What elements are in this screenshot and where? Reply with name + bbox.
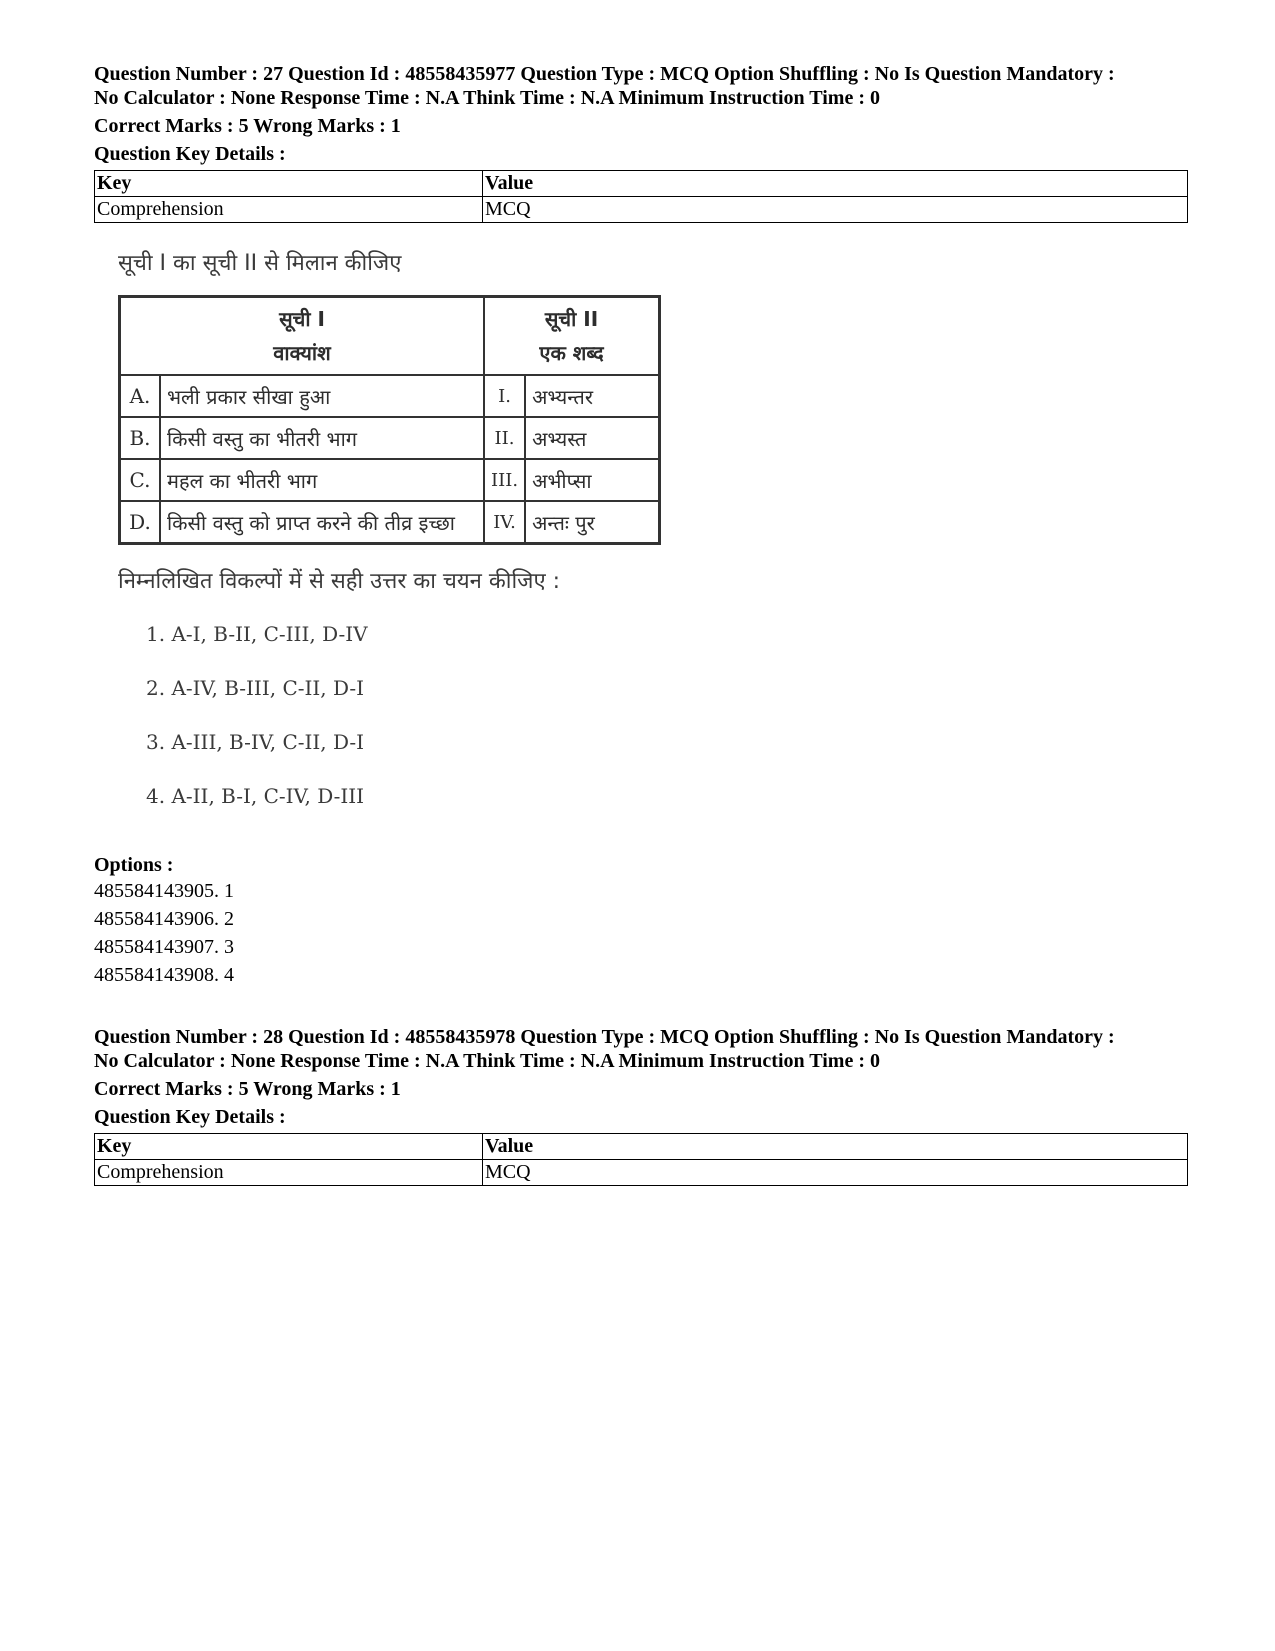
choice-item: 4. A-II, B-I, C-IV, D-III bbox=[146, 784, 365, 808]
option-id-line: 485584143907. 3 bbox=[94, 936, 234, 958]
table-header-cell: Value bbox=[483, 1134, 1188, 1160]
roman-label: II. bbox=[484, 417, 525, 459]
question-28 bbox=[94, 1025, 1188, 1186]
phrase-cell: भली प्रकार सीखा हुआ bbox=[160, 375, 484, 417]
table-row bbox=[120, 501, 660, 544]
table-cell: Comprehension bbox=[95, 197, 483, 223]
roman-label: III. bbox=[484, 459, 525, 501]
option-id-line: 485584143906. 2 bbox=[94, 908, 234, 930]
word-cell: अन्तः पुर bbox=[525, 501, 660, 544]
question-body bbox=[118, 249, 1188, 835]
key-details-table bbox=[94, 170, 1188, 223]
key-details-label: Question Key Details : bbox=[94, 143, 286, 165]
row-label: D. bbox=[120, 501, 161, 544]
question-marks: Correct Marks : 5 Wrong Marks : 1 bbox=[94, 1078, 401, 1100]
option-id-line: 485584143905. 1 bbox=[94, 880, 234, 902]
table-header-row bbox=[95, 1134, 1188, 1160]
key-details-label: Question Key Details : bbox=[94, 1106, 286, 1128]
phrase-cell: महल का भीतरी भाग bbox=[160, 459, 484, 501]
phrase-cell: किसी वस्तु का भीतरी भाग bbox=[160, 417, 484, 459]
phrase-cell: किसी वस्तु को प्राप्त करने की तीव्र इच्छा bbox=[160, 501, 484, 544]
choose-instruction: निम्नलिखित विकल्पों में से सही उत्तर का चयन कीजिए : bbox=[118, 569, 561, 594]
list2-subtitle: एक शब्द bbox=[539, 341, 604, 365]
table-row bbox=[95, 1160, 1188, 1186]
list2-header bbox=[484, 297, 660, 376]
list2-title: सूची II bbox=[544, 307, 599, 331]
question-marks: Correct Marks : 5 Wrong Marks : 1 bbox=[94, 115, 401, 137]
table-row bbox=[95, 197, 1188, 223]
table-cell: MCQ bbox=[483, 1160, 1188, 1186]
table-header-cell: Key bbox=[95, 1134, 483, 1160]
question-meta-line-2: No Calculator : None Response Time : N.A Think Time : N.A Minimum Instruction Time : 0 bbox=[94, 87, 880, 109]
word-cell: अभ्यस्त bbox=[525, 417, 660, 459]
table-cell: Comprehension bbox=[95, 1160, 483, 1186]
table-header-cell: Key bbox=[95, 171, 483, 197]
table-header-cell: Value bbox=[483, 171, 1188, 197]
key-details-table bbox=[94, 1133, 1188, 1186]
options-label: Options : bbox=[94, 854, 174, 876]
choice-item: 1. A-I, B-II, C-III, D-IV bbox=[146, 622, 368, 646]
word-cell: अभ्यन्तर bbox=[525, 375, 660, 417]
table-header-row bbox=[95, 171, 1188, 197]
roman-label: IV. bbox=[484, 501, 525, 544]
list1-title: सूची I bbox=[279, 307, 325, 331]
table-row bbox=[120, 375, 660, 417]
document-page bbox=[94, 62, 1188, 1186]
list1-subtitle: वाक्यांश bbox=[273, 341, 331, 365]
list1-header bbox=[120, 297, 485, 376]
table-cell: MCQ bbox=[483, 197, 1188, 223]
match-table-header bbox=[120, 297, 660, 376]
question-instruction: सूची I का सूची II से मिलान कीजिए bbox=[118, 251, 402, 276]
question-meta-line-1: Question Number : 28 Question Id : 48558435978 Question Type : MCQ Option Shuffling : No Is Question Mandatory : bbox=[94, 1026, 1115, 1048]
option-id-line: 485584143908. 4 bbox=[94, 964, 234, 986]
question-meta-line-2: No Calculator : None Response Time : N.A Think Time : N.A Minimum Instruction Time : 0 bbox=[94, 1050, 880, 1072]
question-meta-line-1: Question Number : 27 Question Id : 48558435977 Question Type : MCQ Option Shuffling : No Is Question Mandatory : bbox=[94, 63, 1115, 85]
match-table bbox=[118, 295, 661, 545]
table-row bbox=[120, 417, 660, 459]
row-label: B. bbox=[120, 417, 161, 459]
word-cell: अभीप्सा bbox=[525, 459, 660, 501]
question-27 bbox=[94, 62, 1188, 989]
choice-list bbox=[146, 619, 1188, 835]
roman-label: I. bbox=[484, 375, 525, 417]
choice-item: 2. A-IV, B-III, C-II, D-I bbox=[146, 676, 365, 700]
choice-item: 3. A-III, B-IV, C-II, D-I bbox=[146, 730, 365, 754]
row-label: A. bbox=[120, 375, 161, 417]
row-label: C. bbox=[120, 459, 161, 501]
table-row bbox=[120, 459, 660, 501]
